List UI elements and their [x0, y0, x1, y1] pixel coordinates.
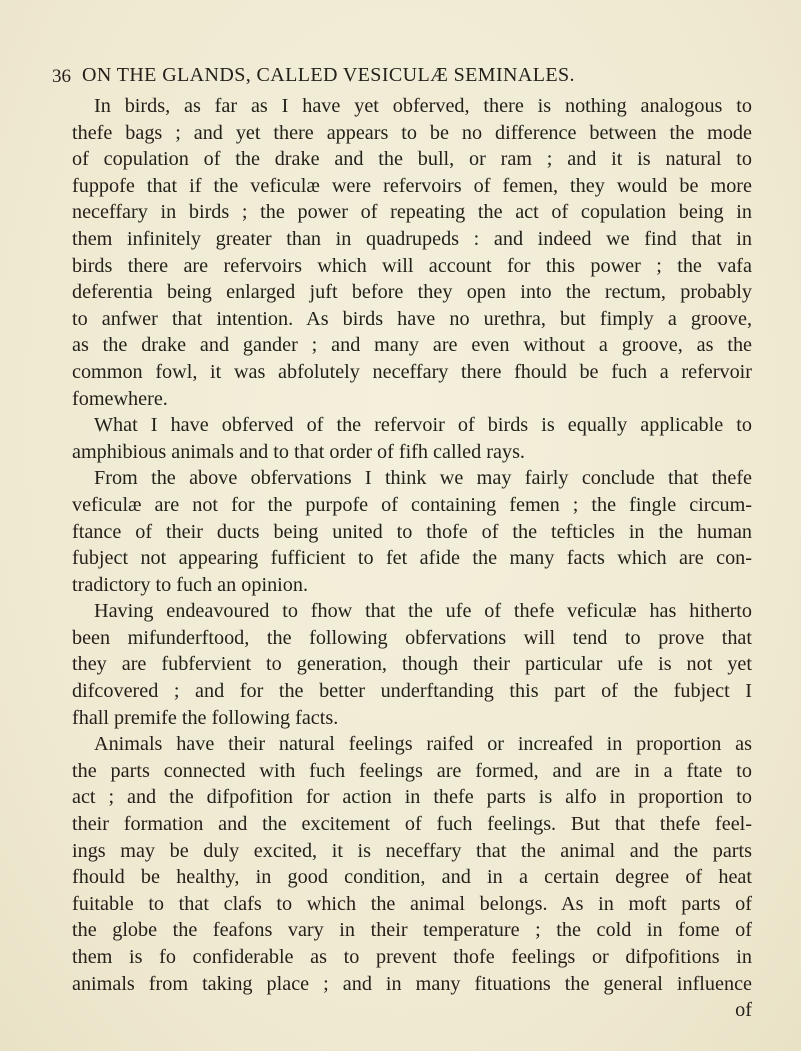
text-line: Animals have their natural feelings raifed or increafed in proportion as [94, 733, 752, 756]
text-line: birds there are refervoirs which will account for this power ; the vafa [72, 254, 752, 277]
text-line: fhould be healthy, in good condition, and in a certain degree of heat [72, 866, 752, 889]
text-line: difcovered ; and for the better underftanding this part of the fubject I [72, 680, 752, 703]
text-line: fuitable to that clafs to which the animal belongs. As in moft parts of [72, 892, 752, 915]
text-line: veficulæ are not for the purpofe of containing femen ; the fingle circum- [72, 493, 752, 516]
text-line: animals from taking place ; and in many fituations the general influence [72, 972, 752, 995]
running-head [52, 64, 752, 92]
text-line: From the above obfervations I think we may fairly conclude that thefe [94, 467, 752, 490]
text-line: fomewhere. [72, 387, 168, 410]
text-line: them infinitely greater than in quadrupeds : and indeed we find that in [72, 227, 752, 250]
text-line: In birds, as far as I have yet obferved, there is nothing analogous to [94, 95, 752, 117]
text-line: act ; and the difpofition for action in thefe parts is alfo in proportion to [72, 786, 752, 809]
text-line: Having endeavoured to fhow that the ufe of thefe veficulæ has hitherto [94, 600, 752, 623]
text-line: of copulation of the drake and the bull, or ram ; and it is natural to [72, 148, 752, 171]
text-line: of [735, 999, 752, 1022]
text-line: been mifunderftood, the following obfervations will tend to prove that [72, 626, 752, 649]
text-line: to anfwer that intention. As birds have no urethra, but fimply a groove, [72, 307, 752, 330]
text-line: the globe the feafons vary in their temperature ; the cold in fome of [72, 919, 752, 942]
page-number: 36 [52, 66, 71, 87]
text-line: amphibious animals and to that order of fifh called rays. [72, 440, 525, 463]
text-line: ings may be duly excited, it is neceffary that the animal and the parts [72, 839, 752, 862]
text-line: thefe bags ; and yet there appears to be no difference between the mode [72, 121, 752, 144]
text-line: deferentia being enlarged juft before they open into the rectum, probably [72, 281, 752, 304]
text-line: common fowl, it was abfolutely neceffary there fhould be fuch a refervoir [72, 360, 752, 383]
text-line: fuppofe that if the veficulæ were refervoirs of femen, they would be more [72, 174, 752, 197]
text-line: as the drake and gander ; and many are even without a groove, as the [72, 334, 752, 357]
text-line: the parts connected with fuch feelings are formed, and are in a ftate to [72, 759, 752, 782]
text-line: What I have obferved of the refervoir of birds is equally applicable to [94, 414, 752, 437]
text-line: their formation and the excitement of fuch feelings. But that thefe feel- [72, 813, 752, 836]
text-line: tradictory to fuch an opinion. [72, 573, 309, 596]
running-head-title: ON THE GLANDS, CALLED VESICULÆ SEMINALES. [82, 64, 575, 86]
text-line: fubject not appearing fufficient to fet afide the many facts which are con- [72, 547, 752, 570]
text-line: them is fo confiderable as to prevent thofe feelings or difpofitions in [72, 946, 752, 968]
text-line: ftance of their ducts being united to thofe of the tefticles in the human [72, 520, 752, 543]
text-line: fhall premife the following facts. [72, 706, 339, 729]
text-line: they are fubfervient to generation, though their particular ufe is not yet [72, 653, 752, 676]
body-text [72, 93, 752, 1024]
text-line: neceffary in birds ; the power of repeating the act of copulation being in [72, 201, 752, 224]
